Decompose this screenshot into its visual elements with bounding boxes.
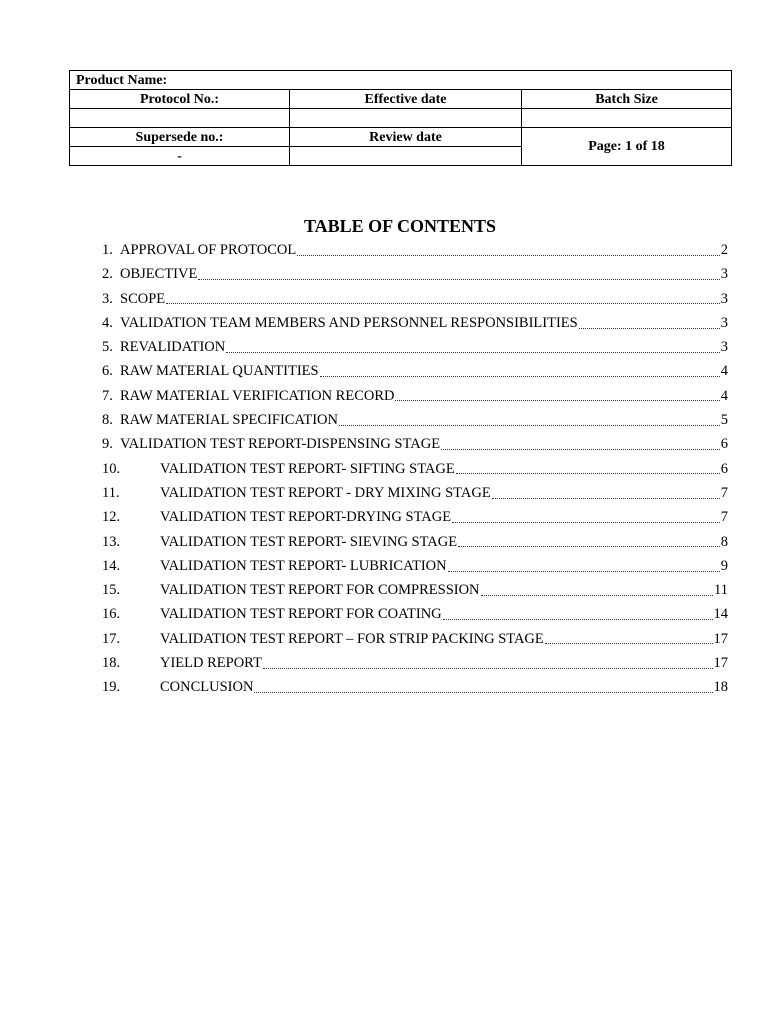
toc-entry-number: 5. — [102, 339, 113, 356]
toc-entry-title: VALIDATION TEST REPORT- LUBRICATION — [160, 557, 447, 574]
effective-date-value — [290, 109, 522, 128]
toc-entry-title: VALIDATION TEST REPORT-DISPENSING STAGE — [120, 436, 441, 453]
toc-entry-title: OBJECTIVE — [120, 266, 198, 283]
review-date-value — [290, 147, 522, 166]
toc-dot-leader — [263, 668, 713, 669]
toc-entry-title: SCOPE — [120, 290, 166, 307]
toc-dot-leader — [297, 255, 720, 256]
supersede-no-value: - — [70, 147, 290, 166]
toc-dot-leader — [339, 425, 720, 426]
toc-entry-page: 5 — [720, 412, 728, 429]
toc-entry[interactable] — [102, 602, 728, 626]
toc-dot-leader — [456, 473, 720, 474]
toc-entry[interactable] — [102, 578, 728, 602]
toc-entry[interactable] — [102, 408, 728, 432]
toc-entry[interactable] — [102, 530, 728, 554]
toc-entry-number: 14. — [102, 557, 121, 574]
toc-entry-title: APPROVAL OF PROTOCOL — [120, 242, 297, 258]
toc-entry-number: 16. — [102, 606, 121, 623]
toc-dot-leader — [443, 619, 713, 620]
toc-dot-leader — [166, 303, 720, 304]
review-date-label: Review date — [290, 128, 522, 147]
toc-entry-number: 13. — [102, 533, 121, 550]
toc-entry-number: 3. — [102, 290, 113, 307]
toc-dot-leader — [395, 400, 719, 401]
toc-entry-page: 14 — [713, 606, 728, 623]
toc-entry[interactable] — [102, 238, 728, 262]
protocol-no-value — [70, 109, 290, 128]
header-values-row — [70, 109, 732, 128]
toc-entry-page: 3 — [720, 314, 728, 331]
toc-title: TABLE OF CONTENTS — [303, 216, 497, 236]
product-name-row — [70, 71, 732, 90]
toc-entry-page: 17 — [713, 630, 728, 647]
toc-dot-leader — [441, 449, 720, 450]
toc-entry-number: 4. — [102, 314, 113, 331]
supersede-no-label: Supersede no.: — [70, 128, 290, 147]
batch-size-label: Batch Size — [522, 90, 732, 109]
toc-entry-title: RAW MATERIAL SPECIFICATION — [120, 412, 338, 429]
toc-entry[interactable] — [102, 384, 728, 408]
toc-entry-page: 11 — [714, 582, 728, 599]
protocol-no-label: Protocol No.: — [70, 90, 290, 109]
toc-entry-number: 6. — [102, 363, 113, 380]
toc-entry-title: CONCLUSION — [160, 679, 254, 696]
toc-entry-page: 4 — [720, 363, 728, 380]
toc-entry[interactable] — [102, 481, 728, 505]
toc-entry-title: VALIDATION TEST REPORT-DRYING STAGE — [160, 509, 452, 526]
toc-entry-title: VALIDATION TEST REPORT- SIEVING STAGE — [160, 533, 458, 550]
toc-entry[interactable] — [102, 335, 728, 359]
toc-entry-page: 9 — [720, 557, 728, 574]
toc-entry-number: 10. — [102, 460, 121, 477]
toc-dot-leader — [545, 643, 713, 644]
toc-entry-number: 12. — [102, 509, 121, 526]
batch-size-value — [522, 109, 732, 128]
toc-entry-page: 7 — [720, 484, 728, 501]
toc-dot-leader — [452, 522, 720, 523]
toc-dot-leader — [481, 595, 714, 596]
toc-entry[interactable] — [102, 457, 728, 481]
toc-entry[interactable] — [102, 651, 728, 675]
toc-dot-leader — [458, 546, 720, 547]
toc-entry-title: RAW MATERIAL QUANTITIES — [120, 363, 319, 380]
toc-entry-title: VALIDATION TEAM MEMBERS AND PERSONNEL RESPONSIBILITIES — [120, 314, 578, 331]
document-header-table — [69, 70, 732, 166]
toc-entry[interactable] — [102, 359, 728, 383]
toc-dot-leader — [320, 376, 720, 377]
toc-entry-page: 3 — [720, 266, 728, 283]
toc-entry[interactable] — [102, 627, 728, 651]
toc-entry[interactable] — [102, 505, 728, 529]
toc-entry-number: 8. — [102, 412, 113, 429]
toc-entry-title: VALIDATION TEST REPORT FOR COMPRESSION — [160, 582, 480, 599]
toc-entry-title: VALIDATION TEST REPORT - DRY MIXING STAGE — [160, 484, 491, 501]
toc-entry-page: 2 — [720, 242, 728, 258]
toc-dot-leader — [448, 571, 720, 572]
toc-entry-page: 4 — [720, 387, 728, 404]
toc-entry[interactable] — [102, 311, 728, 335]
toc-entry[interactable] — [102, 287, 728, 311]
toc-dot-leader — [492, 498, 720, 499]
supersede-labels-row — [70, 128, 732, 147]
toc-list — [102, 238, 728, 700]
toc-dot-leader — [198, 279, 719, 280]
product-name-label: Product Name: — [70, 71, 732, 90]
toc-entry-title: VALIDATION TEST REPORT – FOR STRIP PACKING STAGE — [160, 630, 544, 647]
toc-entry-title: VALIDATION TEST REPORT FOR COATING — [160, 606, 442, 623]
toc-entry-number: 9. — [102, 436, 113, 453]
toc-dot-leader — [254, 692, 712, 693]
toc-dot-leader — [226, 352, 719, 353]
page-number-label: Page: 1 of 18 — [522, 128, 732, 166]
toc-entry-number: 17. — [102, 630, 121, 647]
toc-entry-page: 6 — [720, 460, 728, 477]
toc-entry-title: RAW MATERIAL VERIFICATION RECORD — [120, 387, 395, 404]
toc-entry-page: 3 — [720, 339, 728, 356]
toc-entry-number: 19. — [102, 679, 121, 696]
header-labels-row — [70, 90, 732, 109]
toc-entry-page: 3 — [720, 290, 728, 307]
toc-entry[interactable] — [102, 675, 728, 699]
toc-entry-number: 11. — [102, 484, 120, 501]
toc-entry-title: YIELD REPORT — [160, 655, 262, 672]
toc-entry-number: 18. — [102, 655, 121, 672]
effective-date-label: Effective date — [290, 90, 522, 109]
toc-entry-number: 15. — [102, 582, 121, 599]
toc-entry-title: VALIDATION TEST REPORT- SIFTING STAGE — [160, 460, 455, 477]
toc-entry-page: 6 — [720, 436, 728, 453]
toc-entry-page: 7 — [720, 509, 728, 526]
toc-entry[interactable] — [102, 432, 728, 456]
toc-dot-leader — [579, 328, 720, 329]
toc-entry-page: 18 — [713, 679, 728, 696]
toc-entry-number: 7. — [102, 387, 113, 404]
toc-entry-number: 2. — [102, 266, 113, 283]
toc-entry[interactable] — [102, 262, 728, 286]
toc-entry-title: REVALIDATION — [120, 339, 226, 356]
toc-entry[interactable] — [102, 554, 728, 578]
toc-entry-page: 17 — [713, 655, 728, 672]
table-of-contents — [102, 214, 728, 700]
toc-entry-page: 8 — [720, 533, 728, 550]
toc-entry-number: 1. — [102, 242, 113, 258]
